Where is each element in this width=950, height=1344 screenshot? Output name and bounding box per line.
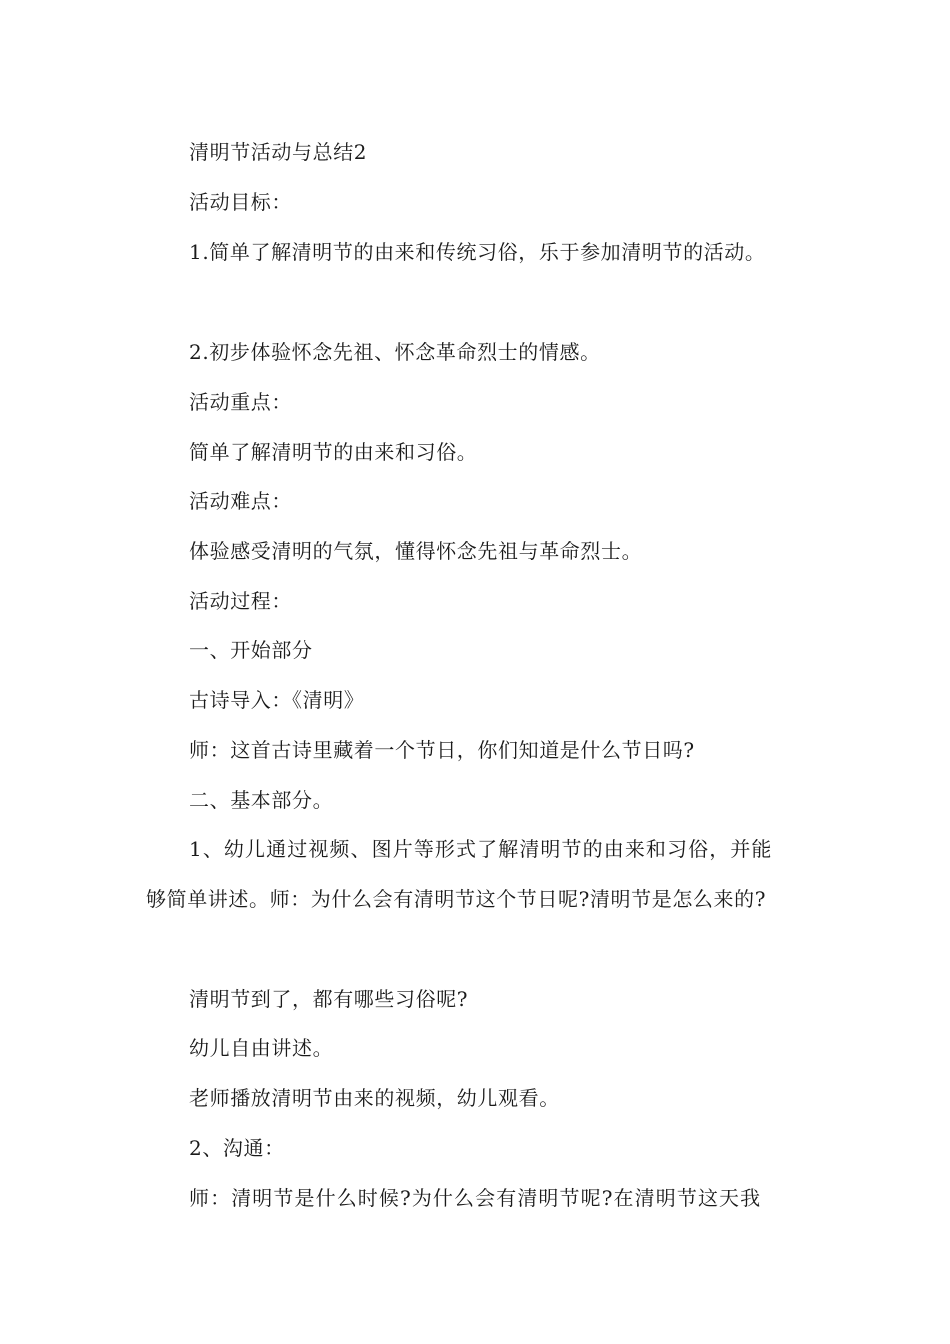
part-2-heading: 二、基本部分。 bbox=[189, 788, 334, 812]
difficulty-heading: 活动难点： bbox=[189, 489, 292, 513]
document-title: 清明节活动与总结2 bbox=[189, 140, 368, 164]
part-1-heading: 一、开始部分 bbox=[189, 638, 313, 662]
process-heading: 活动过程： bbox=[189, 589, 292, 613]
key-point-heading: 活动重点： bbox=[189, 390, 292, 414]
difficulty: 体验感受清明的气氛，懂得怀念先祖与革命烈士。 bbox=[189, 539, 643, 563]
goals-heading: 活动目标： bbox=[189, 190, 292, 214]
key-point: 简单了解清明节的由来和习俗。 bbox=[189, 440, 478, 464]
goal-2: 2.初步体验怀念先祖、怀念革命烈士的情感。 bbox=[189, 340, 601, 364]
step-1-children: 幼儿自由讲述。 bbox=[189, 1036, 334, 1060]
step-2-teacher-question: 师：清明节是什么时候?为什么会有清明节呢?在清明节这天我 bbox=[189, 1186, 762, 1210]
step-1-paragraph-line-2: 够简单讲述。师：为什么会有清明节这个节日呢?清明节是怎么来的? bbox=[146, 887, 767, 911]
step-2-heading: 2、沟通： bbox=[189, 1136, 285, 1160]
step-1-video: 老师播放清明节由来的视频，幼儿观看。 bbox=[189, 1086, 560, 1110]
part-1-teacher-question: 师：这首古诗里藏着一个节日，你们知道是什么节日吗? bbox=[189, 738, 695, 762]
step-1-question: 清明节到了，都有哪些习俗呢? bbox=[189, 987, 469, 1011]
step-1-paragraph-line-1: 1、幼儿通过视频、图片等形式了解清明节的由来和习俗，并能 bbox=[189, 837, 773, 861]
part-1-intro: 古诗导入：《清明》 bbox=[189, 688, 365, 712]
goal-1: 1.简单了解清明节的由来和传统习俗，乐于参加清明节的活动。 bbox=[189, 240, 766, 264]
